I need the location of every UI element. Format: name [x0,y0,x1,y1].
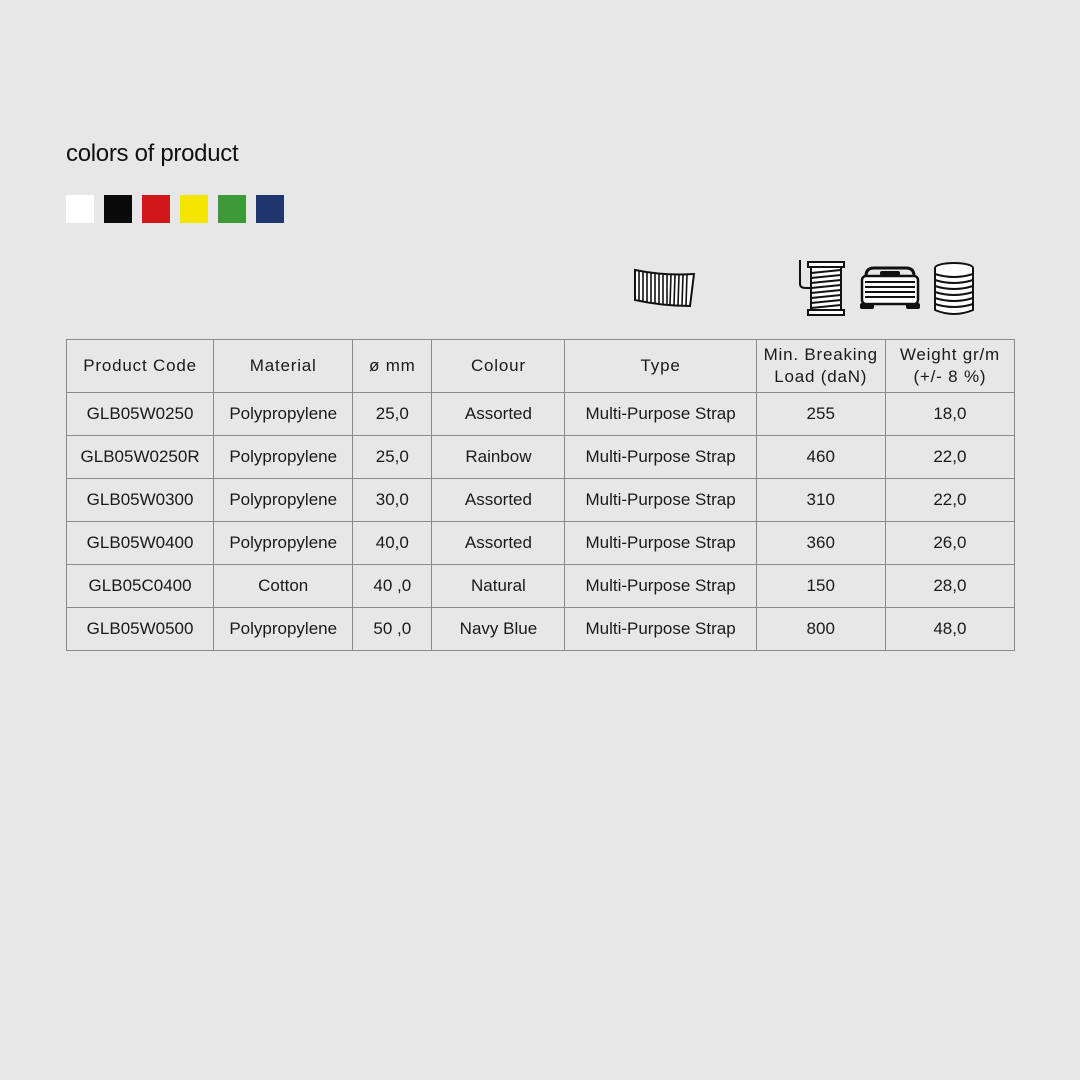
cell-diameter: 50 ,0 [353,608,432,651]
header-material: Material [214,340,353,393]
swatch-navy [256,195,284,223]
cell-weight: 22,0 [885,479,1014,522]
cell-type: Multi-Purpose Strap [565,393,756,436]
swatch-green [218,195,246,223]
cell-weight: 28,0 [885,565,1014,608]
cell-diameter: 40,0 [353,522,432,565]
cell-weight: 18,0 [885,393,1014,436]
swatch-black [104,195,132,223]
cell-type: Multi-Purpose Strap [565,608,756,651]
header-type: Type [565,340,756,393]
header-weight [885,340,1014,393]
table-row [67,393,1015,436]
header-weight-line2: (+/- 8 %) [913,367,987,386]
table-row [67,522,1015,565]
cell-colour: Natural [432,565,565,608]
table-row [67,479,1015,522]
cell-code: GLB05W0400 [67,522,214,565]
cell-colour: Navy Blue [432,608,565,651]
header-breaking-load [756,340,885,393]
cell-code: GLB05W0500 [67,608,214,651]
cell-diameter: 25,0 [353,436,432,479]
strap-icon [632,266,696,310]
cell-diameter: 25,0 [353,393,432,436]
cell-material: Cotton [214,565,353,608]
cell-code: GLB05W0300 [67,479,214,522]
cell-type: Multi-Purpose Strap [565,565,756,608]
header-diameter: ø mm [353,340,432,393]
cell-weight: 48,0 [885,608,1014,651]
header-breaking-load-line1: Min. Breaking [763,345,878,364]
cell-code: GLB05W0250R [67,436,214,479]
cell-type: Multi-Purpose Strap [565,479,756,522]
cell-code: GLB05C0400 [67,565,214,608]
cell-load: 310 [756,479,885,522]
thread-spool-icon [796,258,848,318]
cell-colour: Assorted [432,393,565,436]
cell-type: Multi-Purpose Strap [565,436,756,479]
cell-type: Multi-Purpose Strap [565,522,756,565]
cell-material: Polypropylene [214,393,353,436]
header-colour: Colour [432,340,565,393]
cell-material: Polypropylene [214,608,353,651]
header-product-code: Product Code [67,340,214,393]
cell-load: 460 [756,436,885,479]
swatch-white [66,195,94,223]
cell-material: Polypropylene [214,436,353,479]
table-row [67,436,1015,479]
cell-weight: 26,0 [885,522,1014,565]
cell-colour: Rainbow [432,436,565,479]
swatch-yellow [180,195,208,223]
product-spec-table [66,339,1015,651]
header-weight-line1: Weight gr/m [899,345,1000,364]
cell-load: 255 [756,393,885,436]
header-breaking-load-line2: Load (daN) [774,367,868,386]
table-header-row [67,340,1015,393]
rope-coil-icon [932,262,976,316]
cell-material: Polypropylene [214,479,353,522]
table-row [67,565,1015,608]
color-swatches [66,195,284,223]
cell-diameter: 40 ,0 [353,565,432,608]
cell-colour: Assorted [432,479,565,522]
cell-code: GLB05W0250 [67,393,214,436]
cable-reel-icon [858,264,922,312]
cell-weight: 22,0 [885,436,1014,479]
cell-material: Polypropylene [214,522,353,565]
cell-load: 800 [756,608,885,651]
cell-load: 360 [756,522,885,565]
swatch-red [142,195,170,223]
cell-load: 150 [756,565,885,608]
cell-diameter: 30,0 [353,479,432,522]
section-title: colors of product [66,140,239,167]
cell-colour: Assorted [432,522,565,565]
table-row [67,608,1015,651]
